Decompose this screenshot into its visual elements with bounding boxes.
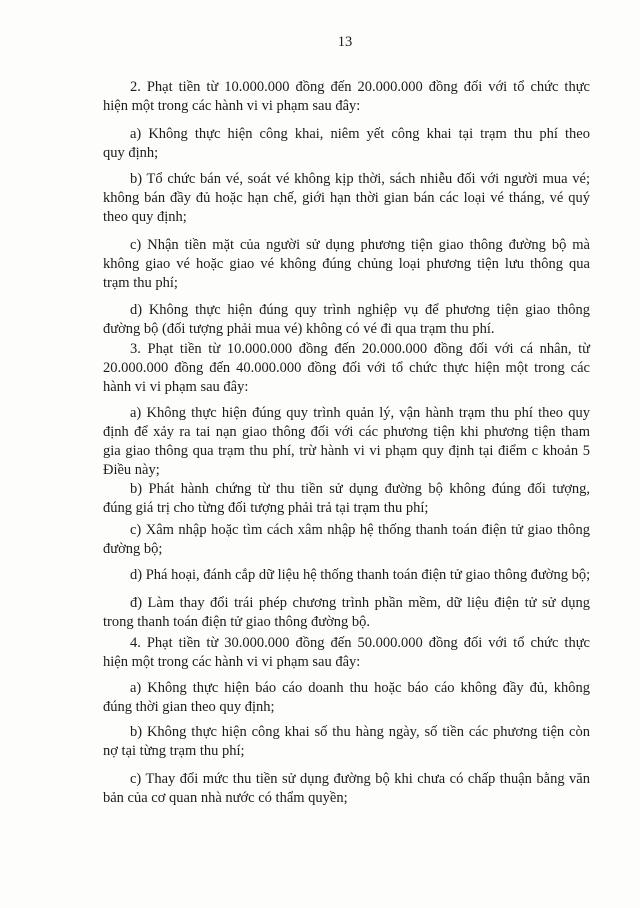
text-line: d) Không thực hiện đúng quy trình nghiệp vụ để phương tiện giao thông <box>130 302 590 318</box>
text-line: b) Tổ chức bán vé, soát vé không kịp thời, sách nhiễu đối với người mua vé; <box>130 171 590 187</box>
text-line: đường bộ (đối tượng phải mua vé) không có vé đi qua trạm thu phí. <box>103 321 495 337</box>
text-line: d) Phá hoại, đánh cắp dữ liệu hệ thống thanh toán điện tử giao thông đường bộ; <box>130 567 591 583</box>
text-line: c) Xâm nhập hoặc tìm cách xâm nhập hệ thống thanh toán điện tử giao thông <box>130 522 590 538</box>
text-line: bản của cơ quan nhà nước có thẩm quyền; <box>103 790 348 806</box>
clause-3-intro <box>103 340 590 397</box>
text-line: đ) Làm thay đổi trái phép chương trình phần mềm, dữ liệu điện tử sử dụng <box>130 595 590 611</box>
text-line: theo quy định; <box>103 209 187 225</box>
text-line: đúng giá trị cho từng đối tượng phải trả tại trạm thu phí; <box>103 500 429 516</box>
text-line: a) Không thực hiện đúng quy trình quản lý, vận hành trạm thu phí theo quy <box>130 405 590 421</box>
text-line: hiện một trong các hành vi vi phạm sau đây: <box>103 654 361 670</box>
clause-2-point-a <box>103 125 590 163</box>
text-line: b) Phát hành chứng từ thu tiền sử dụng đường bộ không đúng đối tượng, <box>130 481 590 497</box>
text-line: 20.000.000 đồng đến 40.000.000 đồng đối với tổ chức thực hiện một trong các <box>103 360 590 376</box>
text-line: không bán đầy đủ hoặc hạn chế, giới hạn thời gian bán các loại vé tháng, vé quý <box>103 190 590 206</box>
text-line: hiện một trong các hành vi vi phạm sau đây: <box>103 98 361 114</box>
text-line: trạm thu phí; <box>103 275 178 291</box>
text-line: Điều này; <box>103 462 160 478</box>
clause-3-point-b <box>103 480 590 518</box>
text-line: 3. Phạt tiền từ 10.000.000 đồng đến 20.000.000 đồng đối với cá nhân, từ <box>130 341 590 357</box>
clause-4-point-a <box>103 679 590 717</box>
clause-2-point-d <box>103 301 590 339</box>
text-line: 4. Phạt tiền từ 30.000.000 đồng đến 50.000.000 đồng đối với tổ chức thực <box>130 635 590 651</box>
clause-3-point-d <box>103 566 590 585</box>
text-line: không giao vé hoặc giao vé không đúng chủng loại phương tiện lưu thông qua <box>103 256 590 272</box>
text-line: a) Không thực hiện báo cáo doanh thu hoặc báo cáo không đầy đủ, không <box>130 680 590 696</box>
text-line: quy định; <box>103 145 159 161</box>
clause-3-point-a <box>103 404 590 480</box>
text-line: đúng thời gian theo quy định; <box>103 699 275 715</box>
text-line: a) Không thực hiện công khai, niêm yết công khai tại trạm thu phí theo <box>130 126 590 142</box>
clause-2-point-b <box>103 170 590 227</box>
clause-4-point-b <box>103 723 590 761</box>
text-line: b) Không thực hiện công khai số thu hàng ngày, số tiền các phương tiện còn <box>130 724 590 740</box>
text-line: c) Nhận tiền mặt của người sử dụng phương tiện giao thông đường bộ mà <box>130 237 590 253</box>
text-line: nợ tại từng trạm thu phí; <box>103 743 245 759</box>
text-line: 2. Phạt tiền từ 10.000.000 đồng đến 20.000.000 đồng đối với tổ chức thực <box>130 79 590 95</box>
page-number: 13 <box>337 34 353 50</box>
clause-4-intro <box>103 634 590 672</box>
clause-3-point-c <box>103 521 590 559</box>
clause-4-point-c <box>103 770 590 808</box>
text-line: hành vi vi phạm sau đây: <box>103 379 249 395</box>
text-line: đường bộ; <box>103 541 163 557</box>
text-line: gia giao thông qua trạm thu phí, trừ hành vi vi phạm quy định tại điểm c khoản 5 <box>103 443 590 459</box>
text-line: định để xảy ra tai nạn giao thông đối với các phương tiện khi phương tiện tham <box>103 424 590 440</box>
clause-3-point-dd <box>103 594 590 632</box>
text-line: c) Thay đổi mức thu tiền sử dụng đường bộ khi chưa có chấp thuận bằng văn <box>130 771 590 787</box>
clause-2-intro <box>103 78 590 116</box>
clause-2-point-c <box>103 236 590 293</box>
text-line: trong thanh toán điện tử giao thông đường bộ. <box>103 614 371 630</box>
